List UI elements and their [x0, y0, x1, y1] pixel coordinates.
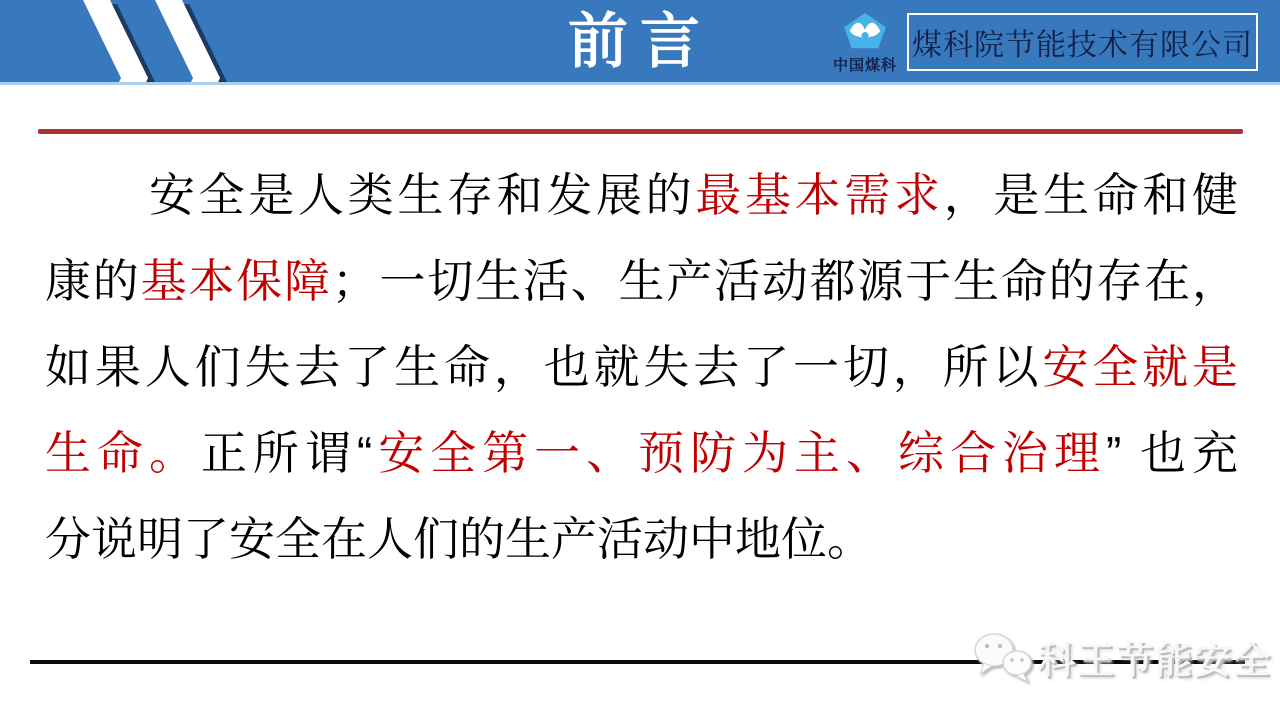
text-segment: 安全第一、预防为主、综合治理 [372, 427, 1106, 479]
text-segment: 基本保障 [140, 255, 332, 307]
text-segment: 最基本需求 [695, 169, 944, 221]
text-segment: 康的 [45, 255, 141, 307]
text-segment: 安全是人类生存和发展的 [149, 169, 696, 221]
text-segment: ，是生命和健 [943, 169, 1239, 221]
text-segment: 安全就是 [1042, 341, 1239, 393]
red-divider [38, 129, 1243, 134]
wechat-icon [968, 626, 1038, 688]
watermark-text: 科王节能安全 [1038, 640, 1272, 681]
company-name-box [907, 13, 1258, 71]
text-line [45, 410, 1238, 496]
text-line [45, 152, 1238, 238]
company-name: 煤科院节能技术有限公司 [912, 29, 1253, 62]
text-line [45, 324, 1238, 410]
logo-text: 中国煤科 [832, 57, 897, 74]
watermark [968, 626, 1272, 688]
text-segment: 正所谓“ [200, 427, 373, 479]
text-segment: 分说明了安全在人们的生产活动中地位。 [45, 513, 873, 565]
text-line [45, 238, 1238, 324]
slide-header [0, 0, 1280, 85]
text-segment: 如果人们失去了生命，也就失去了一切，所以 [45, 341, 1043, 393]
text-segment: ；一切生活、生产活动都源于生命的存在， [331, 255, 1239, 307]
text-line [45, 496, 1238, 582]
chevron-decoration [30, 0, 300, 82]
chevron-icon [30, 0, 300, 82]
text-segment: 生命。 [45, 427, 201, 479]
page-title: 前言 [568, 9, 712, 75]
text-segment: ” 也充 [1105, 427, 1238, 479]
body-text [45, 152, 1238, 582]
coal-logo-icon [839, 12, 891, 52]
company-logo [826, 12, 904, 75]
